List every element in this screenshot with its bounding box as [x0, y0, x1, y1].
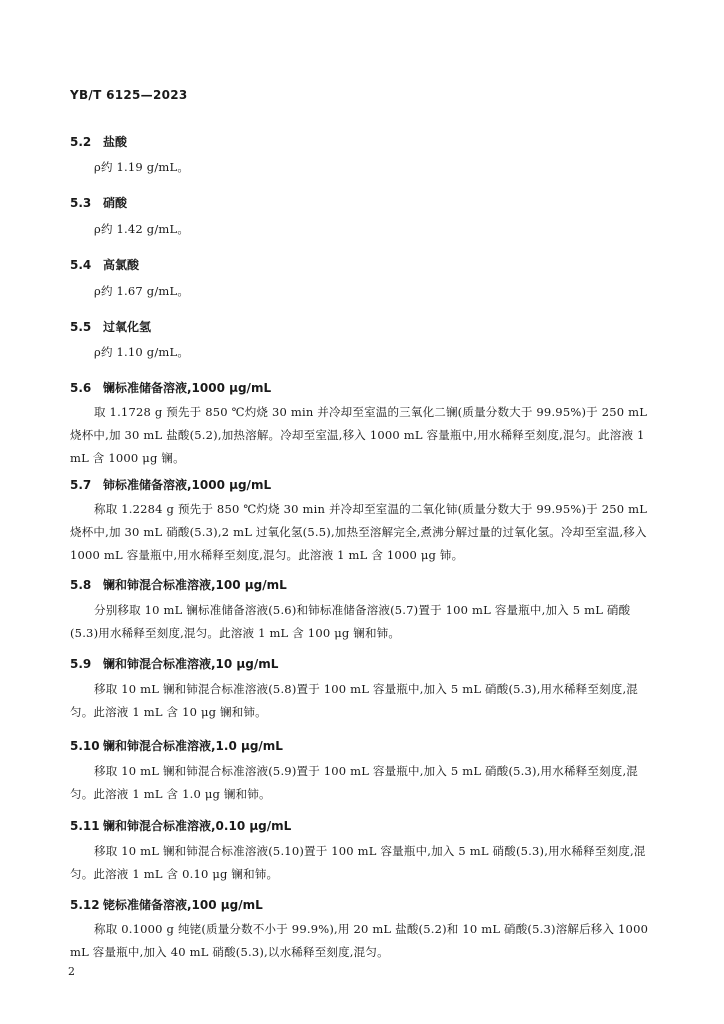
section-heading — [70, 194, 127, 211]
section-title: 盐酸 — [103, 135, 128, 149]
section-number: 5.4 — [70, 258, 92, 272]
section-heading — [70, 817, 291, 834]
section-title: 镧标准储备溶液,1000 μg/mL — [103, 381, 272, 395]
page-number: 2 — [68, 965, 75, 978]
section-body: ρ约 1.67 g/mL。 — [94, 284, 190, 298]
section-title: 镧和铈混合标准溶液,10 μg/mL — [103, 657, 279, 671]
section-number: 5.8 — [70, 578, 92, 592]
section-title: 铈标准储备溶液,1000 μg/mL — [103, 478, 272, 492]
section-heading — [70, 379, 271, 396]
section-title: 高氯酸 — [103, 258, 140, 272]
section-body: 移取 10 mL 镧和铈混合标准溶液(5.9)置于 100 mL 容量瓶中,加入 5 mL 硝酸(5.3),用水稀释至刻度,混匀。此溶液 1 mL 含 1.0 μg 镧和铈。 — [70, 764, 639, 801]
section-body: 称取 0.1000 g 纯铑(质量分数不小于 99.9%),用 20 mL 盐酸(5.2)和 10 mL 硝酸(5.3)溶解后移入 1000 mL 容量瓶中,加入 40 mL 硝酸(5.3),以水稀释至刻度,混匀。 — [70, 922, 649, 959]
section-heading — [70, 133, 127, 150]
section-number: 5.5 — [70, 320, 92, 334]
section-body: 移取 10 mL 镧和铈混合标准溶液(5.8)置于 100 mL 容量瓶中,加入 5 mL 硝酸(5.3),用水稀释至刻度,混匀。此溶液 1 mL 含 10 μg 镧和铈。 — [70, 682, 639, 719]
section-heading — [70, 896, 263, 913]
section-heading — [70, 256, 139, 273]
section-heading — [70, 576, 287, 593]
section-title: 镧和铈混合标准溶液,0.10 μg/mL — [103, 819, 292, 833]
section-heading — [70, 318, 151, 335]
section-number: 5.2 — [70, 135, 92, 149]
section-number: 5.10 — [70, 739, 100, 753]
section-body: 称取 1.2284 g 预先于 850 ℃灼烧 30 min 并冷却至室温的二氧化铈(质量分数大于 99.95%)于 250 mL 烧杯中,加 30 mL 硝酸(5.3),2 mL 过氧化氢(5.5),加热至溶解完全,煮沸分解过量的过氧化氢。冷却至室温,移入 1000 mL 容量瓶中,用水稀释至刻度,混匀。此溶液 1 mL 含 1000 μg 铈。 — [70, 502, 648, 562]
section-body: ρ约 1.19 g/mL。 — [94, 160, 190, 174]
section-number: 5.7 — [70, 478, 92, 492]
section-body: 分别移取 10 mL 镧标准储备溶液(5.6)和铈标准储备溶液(5.7)置于 100 mL 容量瓶中,加入 5 mL 硝酸(5.3)用水稀释至刻度,混匀。此溶液 1 mL 含 100 μg 镧和铈。 — [70, 603, 631, 640]
section-title: 铑标准储备溶液,100 μg/mL — [103, 898, 263, 912]
section-number: 5.9 — [70, 657, 92, 671]
section-title: 镧和铈混合标准溶液,100 μg/mL — [103, 578, 287, 592]
section-number: 5.11 — [70, 819, 100, 833]
section-title: 镧和铈混合标准溶液,1.0 μg/mL — [103, 739, 283, 753]
document-code: YB/T 6125—2023 — [70, 88, 188, 102]
section-title: 过氧化氢 — [103, 320, 152, 334]
section-number: 5.12 — [70, 898, 100, 912]
section-body: 移取 10 mL 镧和铈混合标准溶液(5.10)置于 100 mL 容量瓶中,加入 5 mL 硝酸(5.3),用水稀释至刻度,混匀。此溶液 1 mL 含 0.10 μg 镧和铈。 — [70, 844, 646, 881]
section-title: 硝酸 — [103, 196, 128, 210]
section-heading — [70, 655, 278, 672]
section-body: ρ约 1.42 g/mL。 — [94, 222, 190, 236]
section-heading — [70, 737, 283, 754]
section-number: 5.6 — [70, 381, 92, 395]
section-body: ρ约 1.10 g/mL。 — [94, 345, 190, 359]
section-heading — [70, 476, 271, 493]
section-body: 取 1.1728 g 预先于 850 ℃灼烧 30 min 并冷却至室温的三氧化二镧(质量分数大于 99.95%)于 250 mL 烧杯中,加 30 mL 盐酸(5.2),加热溶解。冷却至室温,移入 1000 mL 容量瓶中,用水稀释至刻度,混匀。此溶液 1 mL 含 1000 μg 镧。 — [70, 405, 648, 465]
section-number: 5.3 — [70, 196, 92, 210]
